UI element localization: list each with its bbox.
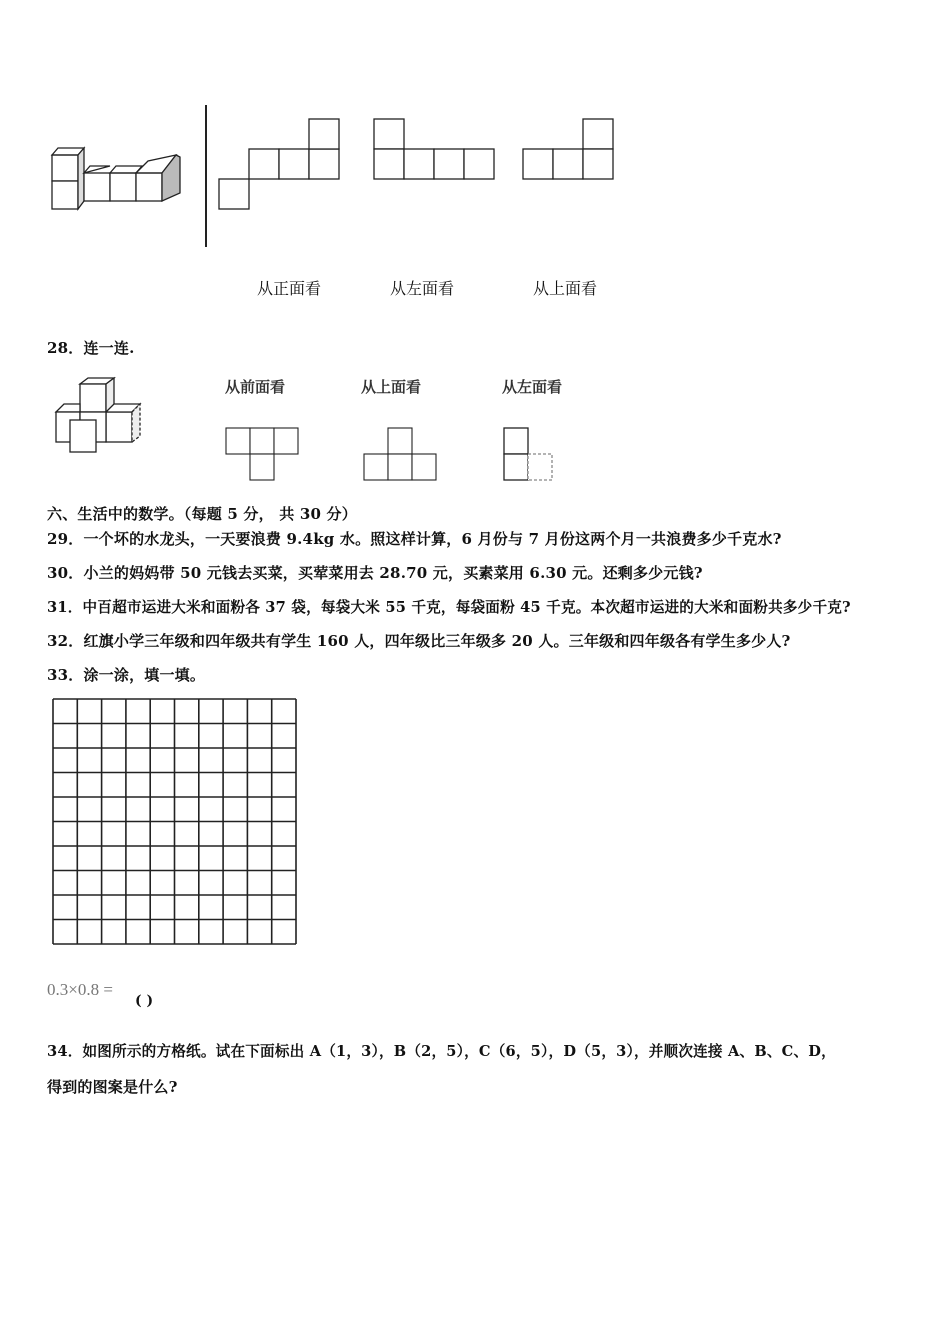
top-view-figure xyxy=(522,118,614,180)
view-label-top: 从上面看 xyxy=(533,279,598,298)
q28-front-view-shape xyxy=(225,427,301,481)
q28-cube-solid-figure xyxy=(52,376,152,456)
view-label-front: 从正面看 xyxy=(257,279,322,298)
q28-top-view-shape xyxy=(363,427,439,481)
question-34-line2: 得到的图案是什么? xyxy=(47,1078,178,1096)
q28-left-view-shape xyxy=(503,427,555,481)
question-30: 30．小兰的妈妈带 50 元钱去买菜，买荤菜用去 28.70 元，买素菜用 6.30 元。还剩多少元钱? xyxy=(47,564,703,582)
question-34-line1: 34．如图所示的方格纸。试在下面标出 A（1，3），B（2，5），C（6，5），D（5，3），并顺次连接 A、B、C、D， xyxy=(47,1043,836,1060)
q28-label-top: 从上面看 xyxy=(361,378,422,396)
q28-label-front: 从前面看 xyxy=(225,378,286,396)
front-view-figure xyxy=(218,118,340,210)
q28-label-left: 从左面看 xyxy=(502,378,563,396)
divider-line xyxy=(205,105,207,247)
cube-row-3d-figure xyxy=(48,145,188,215)
q33-answer-blank[interactable]: ( ) xyxy=(135,993,154,1009)
q28-title: 28．连一连. xyxy=(47,339,135,357)
question-33: 33．涂一涂，填一填。 xyxy=(47,666,206,684)
left-view-figure xyxy=(373,118,495,180)
question-32: 32．红旗小学三年级和四年级共有学生 160 人，四年级比三年级多 20 人。三年级和四年级各有学生多少人? xyxy=(47,632,791,650)
question-29: 29．一个坏的水龙头，一天要浪费 9.4kg 水。照这样计算，6 月份与 7 月份这两个月一共浪费多少千克水? xyxy=(47,530,782,548)
question-31: 31．中百超市运进大米和面粉各 37 袋，每袋大米 55 千克，每袋面粉 45 千克。本次超市运进的大米和面粉共多少千克? xyxy=(47,599,851,616)
hundred-square-grid[interactable] xyxy=(52,698,297,945)
section6-heading: 六、生活中的数学。（每题 5 分， 共 30 分） xyxy=(47,505,357,523)
view-label-left: 从左面看 xyxy=(390,279,455,298)
q33-equation: 0.3×0.8 = xyxy=(47,980,113,999)
